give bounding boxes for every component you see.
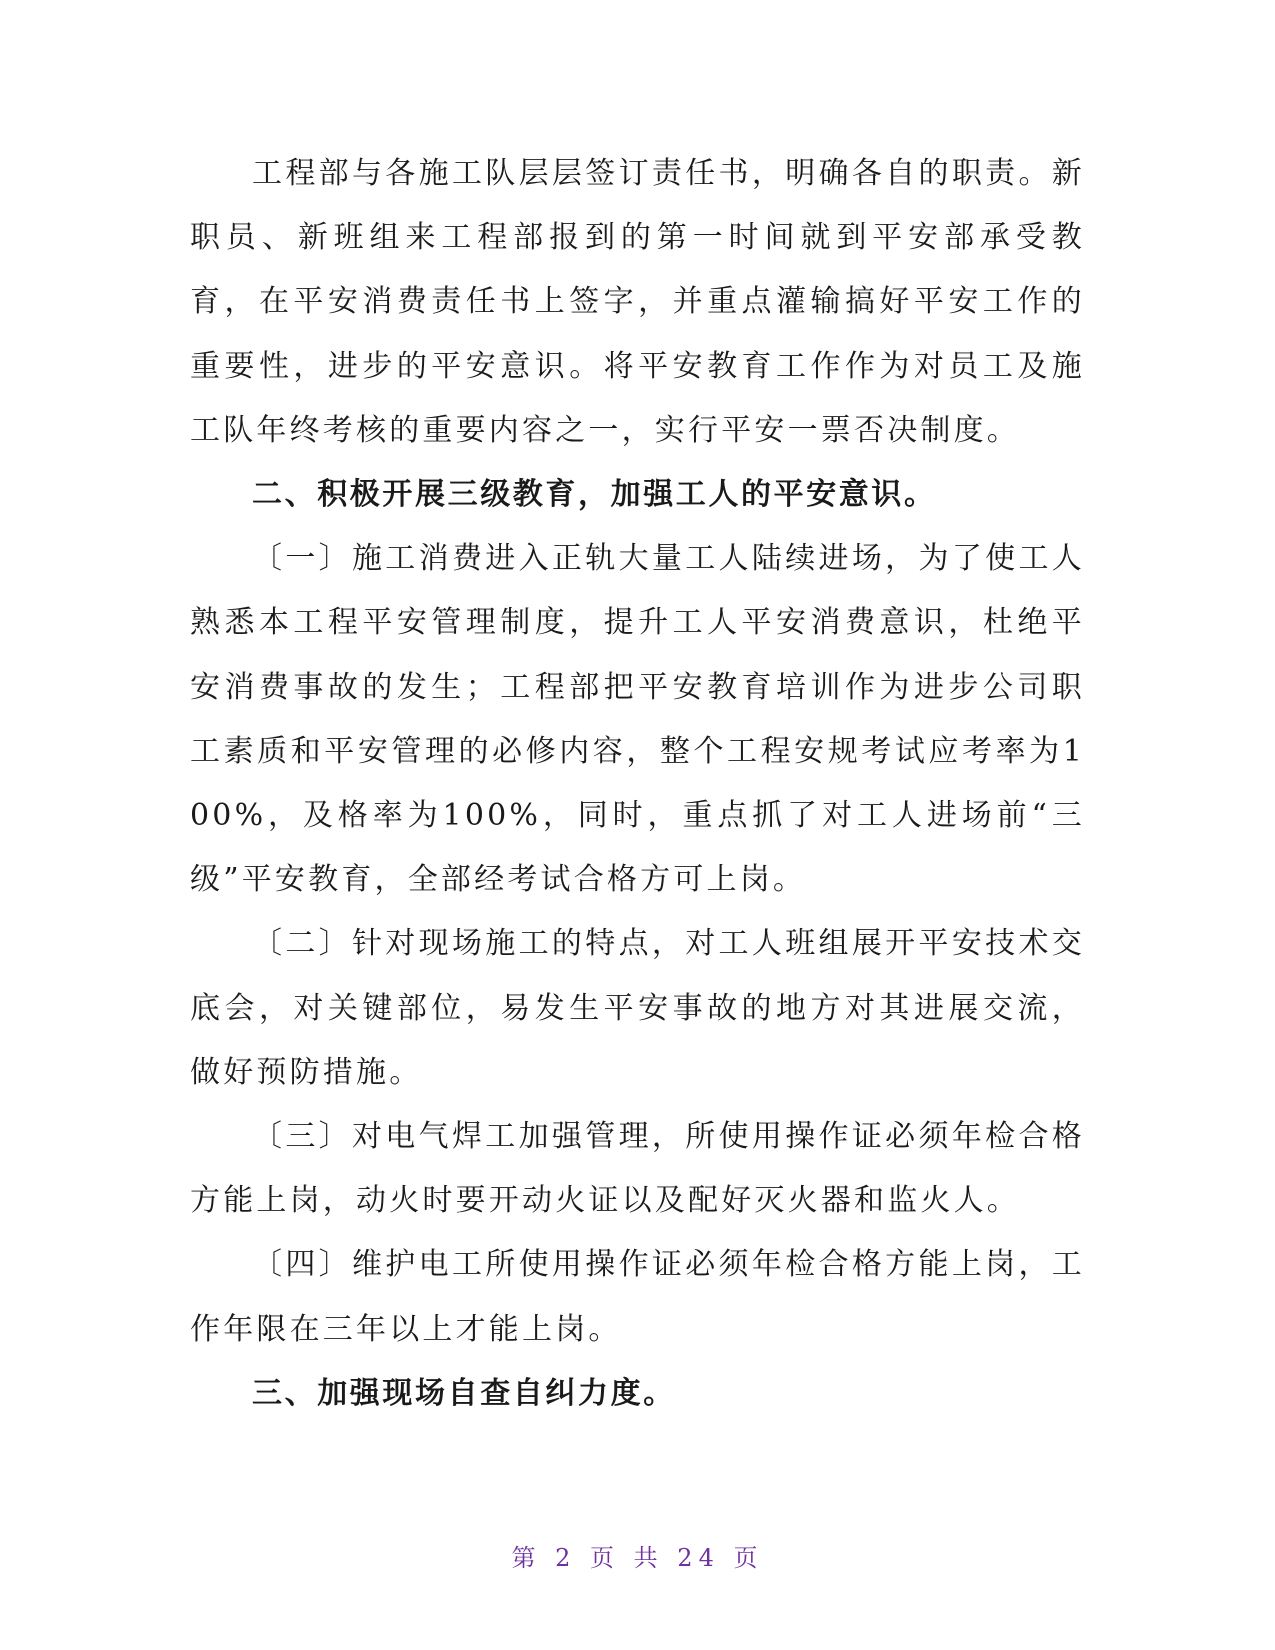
paragraph-item-three: 〔三〕对电气焊工加强管理，所使用操作证必须年检合格方能上岗，动火时要开动火证以及配好灭火器和监火人。 [190,1119,1085,1219]
document-body [190,142,1085,1426]
page-number-footer: 第 2 页 共 24 页 [511,1544,764,1572]
paragraph-item-two: 〔二〕针对现场施工的特点，对工人班组展开平安技术交底会，对关键部位，易发生平安事故的地方对其进展交流，做好预防措施。 [190,926,1085,1090]
section-heading-two: 二、积极开展三级教育，加强工人的平安意识。 [252,477,937,513]
paragraph-responsibility: 工程部与各施工队层层签订责任书，明确各自的职责。新职员、新班组来工程部报到的第一时间就到平安部承受教育，在平安消费责任书上签字，并重点灌输搞好平安工作的重要性，进步的平安意识。将平安教育工作作为对员工及施工队年终考核的重要内容之一，实行平安一票否决制度。 [190,156,1085,448]
paragraph-item-one: 〔一〕施工消费进入正轨大量工人陆续进场，为了使工人熟悉本工程平安管理制度，提升工人平安消费意识，杜绝平安消费事故的发生；工程部把平安教育培训作为进步公司职工素质和平安管理的必修内容，整个工程安规考试应考率为100%，及格率为100%，同时，重点抓了对工人进场前“三级”平安教育，全部经考试合格方可上岗。 [190,541,1085,898]
section-heading-three: 三、加强现场自查自纠力度。 [252,1375,676,1411]
paragraph-item-four: 〔四〕维护电工所使用操作证必须年检合格方能上岗，工作年限在三年以上才能上岗。 [190,1247,1085,1347]
